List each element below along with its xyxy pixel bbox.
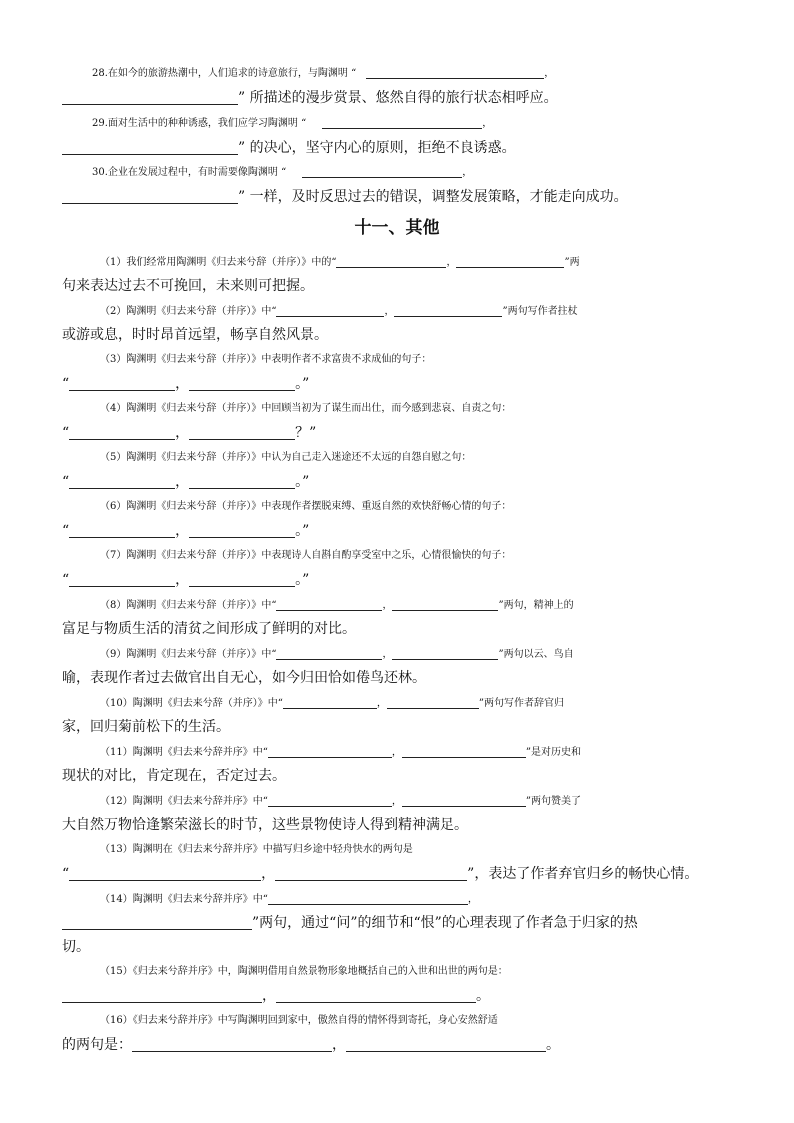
item-9-line-1: [100, 644, 772, 665]
item-7-blank-1[interactable]: [69, 571, 175, 587]
item-14-line-1: [100, 889, 772, 910]
item-7-comma: ，: [175, 572, 190, 588]
item-16-text: 的两句是：: [62, 1037, 132, 1053]
item-12-text-mid: ”两句赞美了: [525, 796, 581, 807]
item-4-line-2: [62, 423, 734, 443]
item-8-line-2: 富足与物质生活的清贫之间形成了鲜明的对比。: [62, 621, 356, 637]
q28-text: 28.在如今的旅游热潮中，人们追求的诗意旅行，与陶渊明 “: [92, 68, 357, 79]
item-4-line-1: （4）陶渊明《归去来兮辞（并序）》中回顾当初为了谋生而出仕，而今感到悲哀、自责之句：: [100, 403, 512, 414]
item-5-blank-2[interactable]: [189, 473, 295, 489]
item-11-line-2: 现状的对比，肯定现在，否定过去。: [62, 768, 286, 784]
item-14-line-3: 切。: [62, 939, 90, 955]
item-12-line-1: [100, 791, 772, 812]
section-title: 十一、其他: [354, 218, 440, 238]
item-6-quote: “: [62, 523, 70, 539]
q30-text-end: ” 一样，及时反思过去的错误，调整发展策略，才能走向成功。: [238, 189, 628, 205]
item-15-comma: ，: [262, 988, 276, 1004]
item-6-blank-1[interactable]: [69, 522, 175, 538]
item-6-comma: ，: [175, 523, 190, 539]
item-8-text-mid: ”两句，精神上的: [498, 600, 574, 611]
item-13-quote: “: [62, 866, 70, 882]
item-14-text: （14）陶渊明《归去来兮辞并序》中“: [100, 894, 268, 905]
item-8-blank-2[interactable]: [392, 595, 498, 611]
item-6-end: 。”: [295, 523, 310, 539]
item-3-quote: “: [62, 376, 70, 392]
q28-comma: ，: [544, 68, 555, 79]
item-15-blank-2[interactable]: [276, 987, 476, 1003]
item-13-text-end: ”，表达了作者弃官归乡的畅快心情。: [467, 866, 699, 882]
q29-blank-2[interactable]: [62, 139, 238, 155]
item-7-end: 。”: [295, 572, 310, 588]
item-14-blank-1[interactable]: [268, 889, 468, 905]
q30-line-1: [92, 162, 764, 183]
item-1-line-1: [100, 252, 772, 273]
item-5-quote: “: [62, 474, 70, 490]
item-2-line-2: 或游或息，时时昂首远望，畅享自然风景。: [62, 327, 328, 343]
item-12-line-2: 大自然万物恰逢繁荣滋长的时节，这些景物使诗人得到精神满足。: [62, 817, 468, 833]
q28-line-1: [92, 63, 764, 84]
item-1-line-2: 句来表达过去不可挽回，未来则可把握。: [62, 278, 314, 294]
item-15-line-2: [62, 986, 734, 1006]
item-6-line-2: [62, 521, 734, 541]
item-11-line-1: [100, 742, 772, 763]
item-4-blank-1[interactable]: [69, 424, 175, 440]
item-13-line-1: （13）陶渊明在《归去来兮辞并序》中描写归乡途中轻舟快水的两句是: [100, 844, 413, 855]
item-14-text-end: ”两句，通过“问”的细节和“恨”的心理表现了作者急于归家的热: [252, 915, 638, 931]
item-10-comma: ，: [376, 698, 387, 709]
item-7-line-2: [62, 570, 734, 590]
item-2-comma: ，: [384, 306, 395, 317]
item-12-comma: ，: [391, 796, 402, 807]
item-3-blank-2[interactable]: [189, 375, 295, 391]
item-10-text: （10）陶渊明《归去来兮辞（并序）》中“: [100, 698, 283, 709]
item-9-comma: ，: [382, 649, 393, 660]
item-1-text-mid: ”两: [564, 257, 580, 268]
item-1-comma: ，: [446, 257, 457, 268]
item-12-blank-2[interactable]: [402, 791, 526, 807]
item-8-comma: ，: [382, 600, 393, 611]
q30-blank-2[interactable]: [62, 188, 238, 204]
item-5-end: 。”: [295, 474, 310, 490]
item-8-line-1: [100, 595, 772, 616]
item-12-blank-1[interactable]: [268, 791, 392, 807]
q29-line-1: [92, 113, 764, 134]
item-8-text: （8）陶渊明《归去来兮辞（并序）》中“: [100, 600, 277, 611]
item-16-blank-1[interactable]: [132, 1036, 332, 1052]
item-5-comma: ，: [175, 474, 190, 490]
item-15-line-1: （15）《归去来兮辞并序》中，陶渊明借用自然景物形象地概括自己的入世和出世的两句是：: [100, 966, 508, 977]
item-9-text: （9）陶渊明《归去来兮辞（并序）》中“: [100, 649, 277, 660]
item-2-blank-2[interactable]: [394, 301, 502, 317]
item-4-end: ？”: [295, 425, 317, 441]
item-1-blank-1[interactable]: [336, 252, 446, 268]
item-6-blank-2[interactable]: [189, 522, 295, 538]
item-5-line-1: （5）陶渊明《归去来兮辞（并序）》中认为自己走入迷途还不太远的自怨自慰之句：: [100, 452, 472, 463]
item-8-blank-1[interactable]: [276, 595, 382, 611]
item-11-blank-1[interactable]: [268, 742, 392, 758]
q30-text: 30.企业在发展过程中，有时需要像陶渊明 “: [92, 167, 287, 178]
item-11-comma: ，: [391, 747, 402, 758]
item-15-end: 。: [476, 988, 490, 1004]
q28-line-2: [62, 88, 734, 108]
item-3-comma: ，: [175, 376, 190, 392]
q29-blank-1[interactable]: [322, 113, 482, 129]
item-2-blank-1[interactable]: [276, 301, 384, 317]
item-12-text: （12）陶渊明《归去来兮辞并序》中“: [100, 796, 268, 807]
item-4-comma: ，: [175, 425, 190, 441]
q29-comma: ，: [482, 118, 493, 129]
item-16-line-1: （16）《归去来兮辞并序》中写陶渊明回到家中，傲然自得的情怀得到寄托，身心安然舒适: [100, 1015, 498, 1026]
q30-blank-1[interactable]: [302, 162, 462, 178]
item-9-blank-2[interactable]: [392, 644, 498, 660]
item-1-text: （1）我们经常用陶渊明《归去来兮辞（并序）》中的“: [100, 257, 337, 268]
item-16-end: 。: [546, 1037, 560, 1053]
item-7-line-1: （7）陶渊明《归去来兮辞（并序）》中表现诗人自斟自酌享受室中之乐，心情很愉快的句子：: [100, 550, 512, 561]
item-4-quote: “: [62, 425, 70, 441]
item-3-line-1: （3）陶渊明《归去来兮辞（并序）》中表明作者不求富贵不求成仙的句子：: [100, 354, 432, 365]
item-16-blank-2[interactable]: [346, 1036, 546, 1052]
item-16-line-2: [62, 1035, 734, 1055]
item-2-line-1: [100, 301, 772, 322]
item-7-quote: “: [62, 572, 70, 588]
item-6-line-1: （6）陶渊明《归去来兮辞（并序）》中表现作者摆脱束缚、重返自然的欢快舒畅心情的句子：: [100, 501, 512, 512]
item-16-comma: ，: [332, 1037, 346, 1053]
item-15-blank-1[interactable]: [62, 987, 262, 1003]
q29-text: 29.面对生活中的种种诱惑，我们应学习陶渊明 “: [92, 118, 307, 129]
item-3-blank-1[interactable]: [69, 375, 175, 391]
item-14-line-2: [62, 913, 734, 933]
item-11-text: （11）陶渊明《归去来兮辞并序》中“: [100, 747, 268, 758]
item-5-line-2: [62, 472, 734, 492]
q28-blank-1[interactable]: [366, 63, 544, 79]
q29-text-end: ” 的决心，坚守内心的原则，拒绝不良诱惑。: [238, 140, 516, 156]
item-14-blank-2[interactable]: [62, 914, 252, 930]
item-9-text-mid: ”两句以云、鸟自: [498, 649, 574, 660]
item-10-blank-2[interactable]: [387, 693, 479, 709]
q30-line-2: [62, 187, 734, 207]
item-1-blank-2[interactable]: [456, 252, 564, 268]
item-13-line-2: [62, 864, 734, 884]
item-4-blank-2[interactable]: [189, 424, 295, 440]
item-2-text: （2）陶渊明《归去来兮辞（并序）》中“: [100, 306, 277, 317]
q28-blank-2[interactable]: [62, 89, 238, 105]
item-3-end: 。”: [295, 376, 310, 392]
item-11-text-mid: ”是对历史和: [525, 747, 581, 758]
item-13-comma: ，: [261, 866, 276, 882]
item-9-line-2: 喻，表现作者过去做官出自无心，如今归田恰如倦鸟还林。: [62, 670, 426, 686]
item-3-line-2: [62, 374, 734, 394]
item-5-blank-1[interactable]: [69, 473, 175, 489]
item-10-blank-1[interactable]: [283, 693, 377, 709]
item-10-text-mid: ”两句写作者辞官归: [478, 698, 564, 709]
item-2-text-mid: ”两句写作者拄杖: [502, 306, 578, 317]
item-11-blank-2[interactable]: [402, 742, 526, 758]
item-7-blank-2[interactable]: [189, 571, 295, 587]
q28-text-end: ” 所描述的漫步赏景、悠然自得的旅行状态相呼应。: [238, 90, 558, 106]
item-9-blank-1[interactable]: [276, 644, 382, 660]
item-10-line-1: [100, 693, 772, 714]
item-13-blank-2[interactable]: [275, 865, 467, 881]
item-10-line-2: 家，回归菊前松下的生活。: [62, 719, 230, 735]
item-14-comma: ，: [467, 894, 478, 905]
q29-line-2: [62, 138, 734, 158]
item-13-blank-1[interactable]: [69, 865, 261, 881]
q30-comma: ，: [462, 167, 473, 178]
